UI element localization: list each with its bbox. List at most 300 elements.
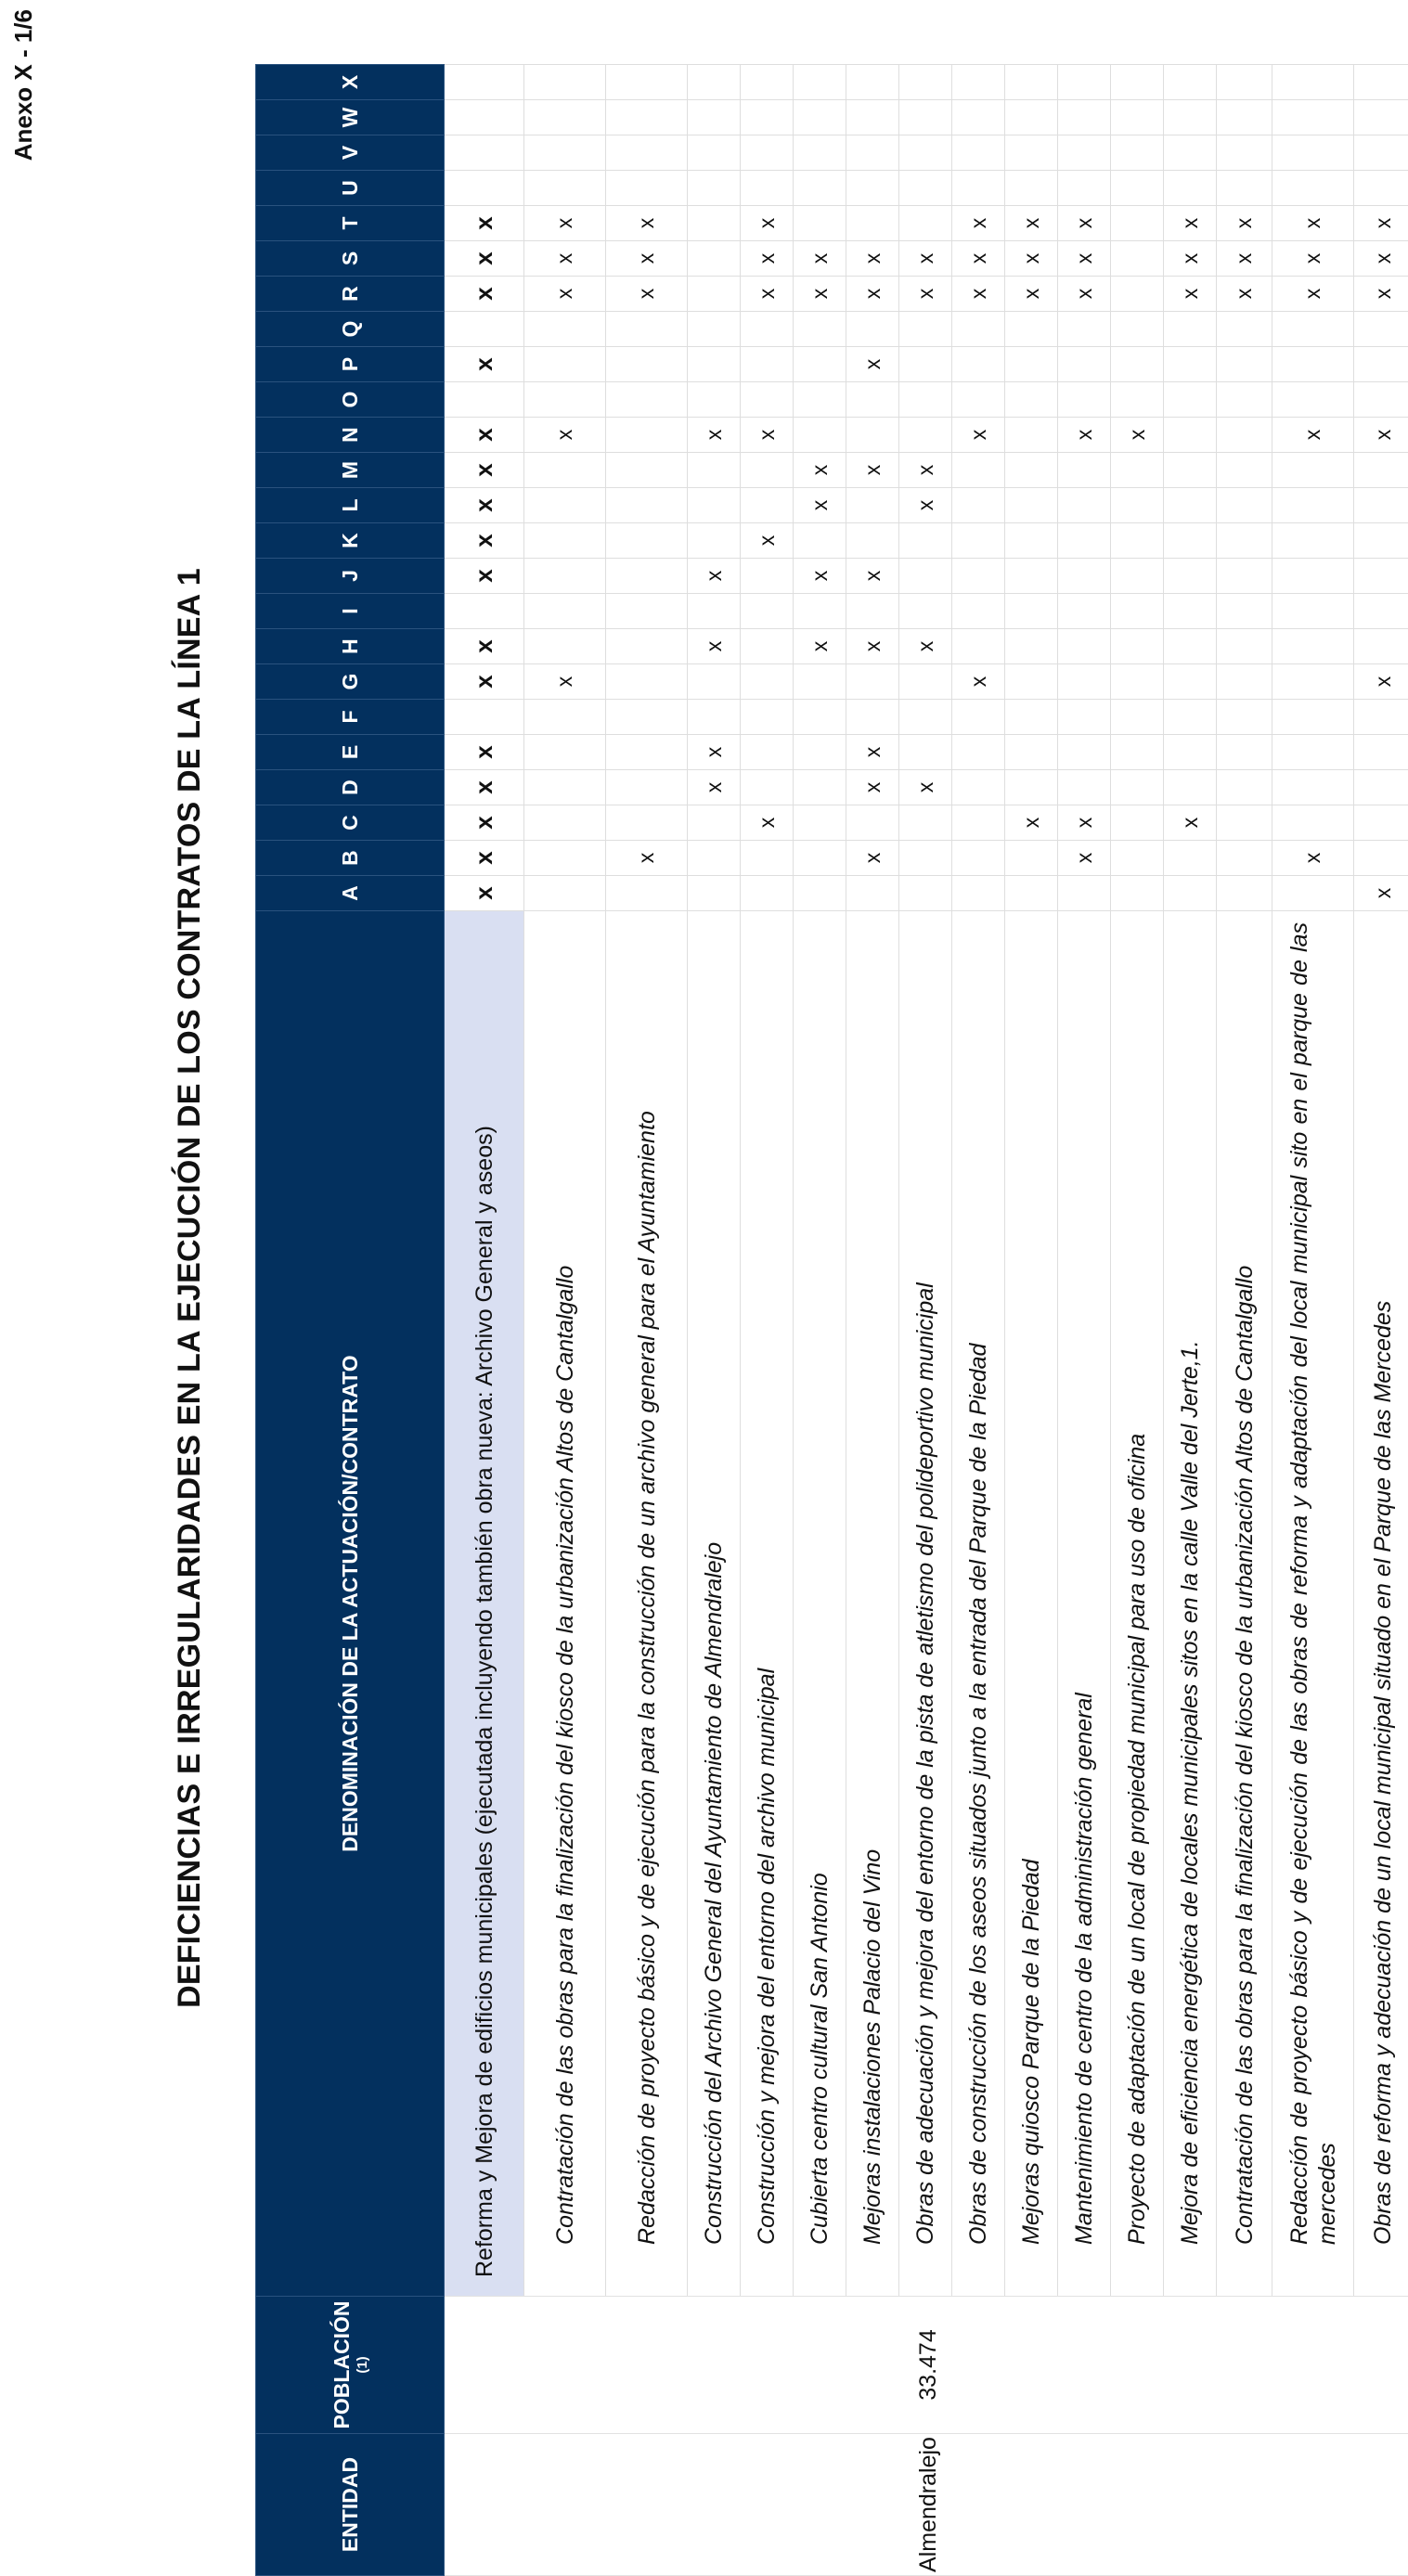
mark-cell-k [1164,523,1217,559]
mark-cell-o [606,382,688,418]
mark-cell-e [524,735,606,770]
mark-cell-t [1164,206,1217,241]
mark-cell-g [1005,664,1058,700]
page-title: DEFICIENCIAS E IRREGULARIDADES EN LA EJECUCIÓN DE LOS CONTRATOS DE LA LÍNEA 1 [172,568,207,2008]
mark-cell-b [1164,841,1217,876]
mark-cell-n [1164,418,1217,453]
mark-cell-u [741,171,794,206]
x-mark: x [1071,852,1096,864]
x-mark: x [1300,429,1324,441]
mark-cell-a [1058,876,1111,911]
x-mark: x [470,428,497,442]
mark-cell-i [794,594,846,629]
table-header-row [256,65,445,2576]
mark-cell-j [688,559,741,594]
mark-cell-v [1164,135,1217,171]
mark-cell-x [1164,65,1217,100]
mark-cell-w [1005,100,1058,135]
mark-cell-k [445,523,524,559]
column-header-w [256,100,445,135]
mark-cell-n [1005,418,1058,453]
denomination-header: DENOMINACIÓN DE LA ACTUACIÓN/CONTRATO [256,911,445,2297]
mark-cell-n [741,418,794,453]
mark-cell-f [1111,700,1164,735]
table-row [445,65,524,2576]
mark-cell-j [606,559,688,594]
denomination-cell: Mejoras instalaciones Palacio del Vino [846,911,899,2297]
column-letter: H [338,638,362,654]
mark-cell-b [524,841,606,876]
mark-cell-m [952,453,1005,488]
mark-cell-j [1111,559,1164,594]
mark-cell-j [741,559,794,594]
mark-cell-s [1354,241,1408,277]
mark-cell-h [1058,629,1111,664]
mark-cell-d [1164,770,1217,805]
x-mark: x [965,252,990,264]
entity-header: ENTIDAD [256,2434,445,2576]
x-mark: x [470,251,497,265]
x-mark: x [1124,429,1149,441]
mark-cell-b [952,841,1005,876]
mark-cell-e [846,735,899,770]
mark-cell-s [846,241,899,277]
mark-cell-u [794,171,846,206]
mark-cell-n [1354,418,1408,453]
mark-cell-m [1005,453,1058,488]
column-header-i [256,594,445,629]
mark-cell-h [794,629,846,664]
x-mark: x [859,640,885,652]
x-mark: x [470,816,497,830]
mark-cell-d [1005,770,1058,805]
mark-cell-v [1217,135,1272,171]
mark-cell-w [899,100,952,135]
mark-cell-p [1111,347,1164,382]
x-mark: x [1370,217,1395,229]
x-mark: x [912,464,937,476]
mark-cell-f [445,700,524,735]
mark-cell-g [1354,664,1408,700]
mark-cell-q [1005,312,1058,347]
x-mark: x [859,358,885,370]
mark-cell-n [846,418,899,453]
mark-cell-c [1111,805,1164,841]
mark-cell-q [688,312,741,347]
mark-cell-r [445,277,524,312]
mark-cell-c [846,805,899,841]
x-mark: x [1071,288,1096,300]
mark-cell-e [1272,735,1354,770]
mark-cell-t [741,206,794,241]
mark-cell-a [952,876,1005,911]
mark-cell-d [1354,770,1408,805]
table-row [606,65,688,2576]
mark-cell-m [688,453,741,488]
mark-cell-q [899,312,952,347]
mark-cell-n [524,418,606,453]
x-mark: x [1300,252,1324,264]
x-mark: x [912,781,937,793]
mark-cell-m [1354,453,1408,488]
mark-cell-q [1111,312,1164,347]
mark-cell-n [606,418,688,453]
population-header-note: (1) [355,2356,370,2374]
mark-cell-j [952,559,1005,594]
mark-cell-p [1354,347,1408,382]
mark-cell-l [445,488,524,523]
x-mark: x [470,675,497,689]
mark-cell-v [1058,135,1111,171]
x-mark: x [1018,288,1043,300]
mark-cell-f [606,700,688,735]
mark-cell-s [1005,241,1058,277]
mark-cell-r [524,277,606,312]
mark-cell-i [899,594,952,629]
mark-cell-h [606,629,688,664]
mark-cell-g [1111,664,1164,700]
mark-cell-s [899,241,952,277]
mark-cell-u [1005,171,1058,206]
table-body [445,65,1408,2576]
mark-cell-x [1111,65,1164,100]
column-letter: L [338,498,362,512]
mark-cell-q [846,312,899,347]
table-row [1164,65,1217,2576]
column-letter: T [338,216,362,230]
x-mark: x [1177,817,1202,829]
mark-cell-t [445,206,524,241]
x-mark: x [1177,288,1202,300]
mark-cell-i [1058,594,1111,629]
column-letter: U [338,180,362,196]
x-mark: x [470,780,497,794]
mark-cell-s [524,241,606,277]
mark-cell-u [1354,171,1408,206]
mark-cell-r [1005,277,1058,312]
column-letter: M [338,460,362,480]
mark-cell-o [846,382,899,418]
x-mark: x [701,746,726,758]
mark-cell-h [1217,629,1272,664]
mark-cell-x [445,65,524,100]
mark-cell-p [445,347,524,382]
x-mark: x [552,217,576,229]
column-letter: G [338,673,362,690]
mark-cell-s [794,241,846,277]
x-mark: x [1232,217,1256,229]
mark-cell-d [899,770,952,805]
mark-cell-c [1005,805,1058,841]
mark-cell-p [606,347,688,382]
mark-cell-p [1058,347,1111,382]
mark-cell-f [1058,700,1111,735]
x-mark: x [1370,252,1395,264]
mark-cell-b [1354,841,1408,876]
mark-cell-u [1058,171,1111,206]
mark-cell-b [1272,841,1354,876]
mark-cell-v [846,135,899,171]
column-header-j [256,559,445,594]
mark-cell-n [688,418,741,453]
denomination-cell: Reforma y Mejora de edificios municipales (ejecutada incluyendo también obra nueva: Archivo General y aseos) [445,911,524,2297]
mark-cell-o [1005,382,1058,418]
x-mark: x [807,464,832,476]
mark-cell-s [1111,241,1164,277]
mark-cell-o [1111,382,1164,418]
mark-cell-u [899,171,952,206]
mark-cell-a [1217,876,1272,911]
mark-cell-n [952,418,1005,453]
mark-cell-x [741,65,794,100]
mark-cell-r [606,277,688,312]
mark-cell-t [1111,206,1164,241]
population-cell: 33.474 [445,2297,1408,2434]
mark-cell-p [794,347,846,382]
mark-cell-o [1272,382,1354,418]
x-mark: x [965,676,990,688]
x-mark: x [912,499,937,511]
mark-cell-k [741,523,794,559]
mark-cell-d [606,770,688,805]
table-row [688,65,741,2576]
mark-cell-a [1164,876,1217,911]
mark-cell-d [846,770,899,805]
mark-cell-a [846,876,899,911]
mark-cell-e [794,735,846,770]
mark-cell-s [1217,241,1272,277]
mark-cell-p [688,347,741,382]
mark-cell-g [1217,664,1272,700]
mark-cell-b [606,841,688,876]
mark-cell-h [952,629,1005,664]
x-mark: x [634,288,658,300]
mark-cell-i [952,594,1005,629]
x-mark: x [912,288,937,300]
mark-cell-b [741,841,794,876]
mark-cell-o [1164,382,1217,418]
mark-cell-t [952,206,1005,241]
x-mark: x [807,288,832,300]
mark-cell-l [606,488,688,523]
mark-cell-a [899,876,952,911]
denomination-cell: Proyecto de adaptación de un local de propiedad municipal para uso de oficina [1111,911,1164,2297]
mark-cell-l [1111,488,1164,523]
column-header-f [256,700,445,735]
mark-cell-g [952,664,1005,700]
mark-cell-x [794,65,846,100]
column-letter: P [338,356,362,372]
mark-cell-s [1058,241,1111,277]
x-mark: x [1370,288,1395,300]
x-mark: x [1177,252,1202,264]
mark-cell-m [1164,453,1217,488]
mark-cell-n [1111,418,1164,453]
mark-cell-u [524,171,606,206]
x-mark: x [965,217,990,229]
mark-cell-a [1354,876,1408,911]
mark-cell-m [1217,453,1272,488]
mark-cell-b [445,841,524,876]
column-header-u [256,171,445,206]
mark-cell-q [445,312,524,347]
mark-cell-o [445,382,524,418]
mark-cell-d [794,770,846,805]
mark-cell-x [952,65,1005,100]
mark-cell-w [606,100,688,135]
mark-cell-a [445,876,524,911]
mark-cell-c [524,805,606,841]
mark-cell-p [1217,347,1272,382]
mark-cell-r [952,277,1005,312]
mark-cell-p [952,347,1005,382]
mark-cell-h [688,629,741,664]
mark-cell-g [445,664,524,700]
mark-cell-k [846,523,899,559]
x-mark: x [807,252,832,264]
column-letter: W [338,107,362,128]
mark-cell-o [1217,382,1272,418]
mark-cell-a [688,876,741,911]
table-row [741,65,794,2576]
mark-cell-o [794,382,846,418]
mark-cell-t [899,206,952,241]
x-mark: x [1370,887,1395,899]
mark-cell-h [445,629,524,664]
mark-cell-f [1005,700,1058,735]
x-mark: x [1232,288,1256,300]
mark-cell-o [952,382,1005,418]
mark-cell-c [606,805,688,841]
mark-cell-w [1272,100,1354,135]
x-mark: x [754,252,779,264]
mark-cell-r [899,277,952,312]
mark-cell-b [688,841,741,876]
mark-cell-a [1111,876,1164,911]
mark-cell-v [794,135,846,171]
x-mark: x [552,676,576,688]
mark-cell-v [1111,135,1164,171]
mark-cell-s [1164,241,1217,277]
mark-cell-n [1217,418,1272,453]
table-row [794,65,846,2576]
x-mark: x [470,851,497,865]
mark-cell-m [899,453,952,488]
mark-cell-r [1164,277,1217,312]
mark-cell-c [952,805,1005,841]
mark-cell-w [794,100,846,135]
column-header-m [256,453,445,488]
mark-cell-d [1217,770,1272,805]
mark-cell-t [1005,206,1058,241]
mark-cell-a [606,876,688,911]
mark-cell-l [688,488,741,523]
mark-cell-m [794,453,846,488]
mark-cell-h [846,629,899,664]
mark-cell-x [1354,65,1408,100]
mark-cell-r [846,277,899,312]
mark-cell-h [1111,629,1164,664]
table-row [846,65,899,2576]
mark-cell-f [899,700,952,735]
mark-cell-w [1354,100,1408,135]
mark-cell-n [445,418,524,453]
x-mark: x [470,534,497,547]
denomination-cell: Obras de reforma y adecuación de un local municipal situado en el Parque de las Mercedes [1354,911,1408,2297]
mark-cell-e [1058,735,1111,770]
x-mark: x [754,535,779,547]
mark-cell-e [1354,735,1408,770]
mark-cell-m [445,453,524,488]
mark-cell-p [741,347,794,382]
column-letter: B [338,850,362,866]
mark-cell-x [1217,65,1272,100]
mark-cell-u [846,171,899,206]
mark-cell-r [688,277,741,312]
mark-cell-b [846,841,899,876]
mark-cell-a [741,876,794,911]
x-mark: x [634,217,658,229]
mark-cell-g [688,664,741,700]
mark-cell-p [846,347,899,382]
mark-cell-t [1272,206,1354,241]
mark-cell-n [1058,418,1111,453]
x-mark: x [1071,429,1096,441]
mark-cell-x [1272,65,1354,100]
table-row [1354,65,1408,2576]
mark-cell-s [741,241,794,277]
mark-cell-f [1164,700,1217,735]
table-row [1005,65,1058,2576]
mark-cell-i [846,594,899,629]
mark-cell-g [741,664,794,700]
mark-cell-e [445,735,524,770]
mark-cell-q [524,312,606,347]
mark-cell-a [794,876,846,911]
mark-cell-k [1354,523,1408,559]
column-header-g [256,664,445,700]
mark-cell-l [794,488,846,523]
mark-cell-p [899,347,952,382]
mark-cell-i [688,594,741,629]
mark-cell-x [524,65,606,100]
mark-cell-r [1354,277,1408,312]
mark-cell-t [794,206,846,241]
x-mark: x [470,569,497,583]
x-mark: x [807,570,832,582]
x-mark: x [859,570,885,582]
x-mark: x [1370,429,1395,441]
mark-cell-c [445,805,524,841]
mark-cell-q [1058,312,1111,347]
mark-cell-k [1058,523,1111,559]
mark-cell-j [1164,559,1217,594]
mark-cell-p [1164,347,1217,382]
x-mark: x [552,429,576,441]
column-header-k [256,523,445,559]
mark-cell-k [1111,523,1164,559]
column-header-c [256,805,445,841]
x-mark: x [470,463,497,477]
column-letter: A [338,885,362,901]
denomination-cell: Obras de adecuación y mejora del entorno de la pista de atletismo del polideportivo municipal [899,911,952,2297]
mark-cell-u [1111,171,1164,206]
mark-cell-m [1272,453,1354,488]
mark-cell-v [524,135,606,171]
mark-cell-f [524,700,606,735]
x-mark: x [859,746,885,758]
mark-cell-q [741,312,794,347]
